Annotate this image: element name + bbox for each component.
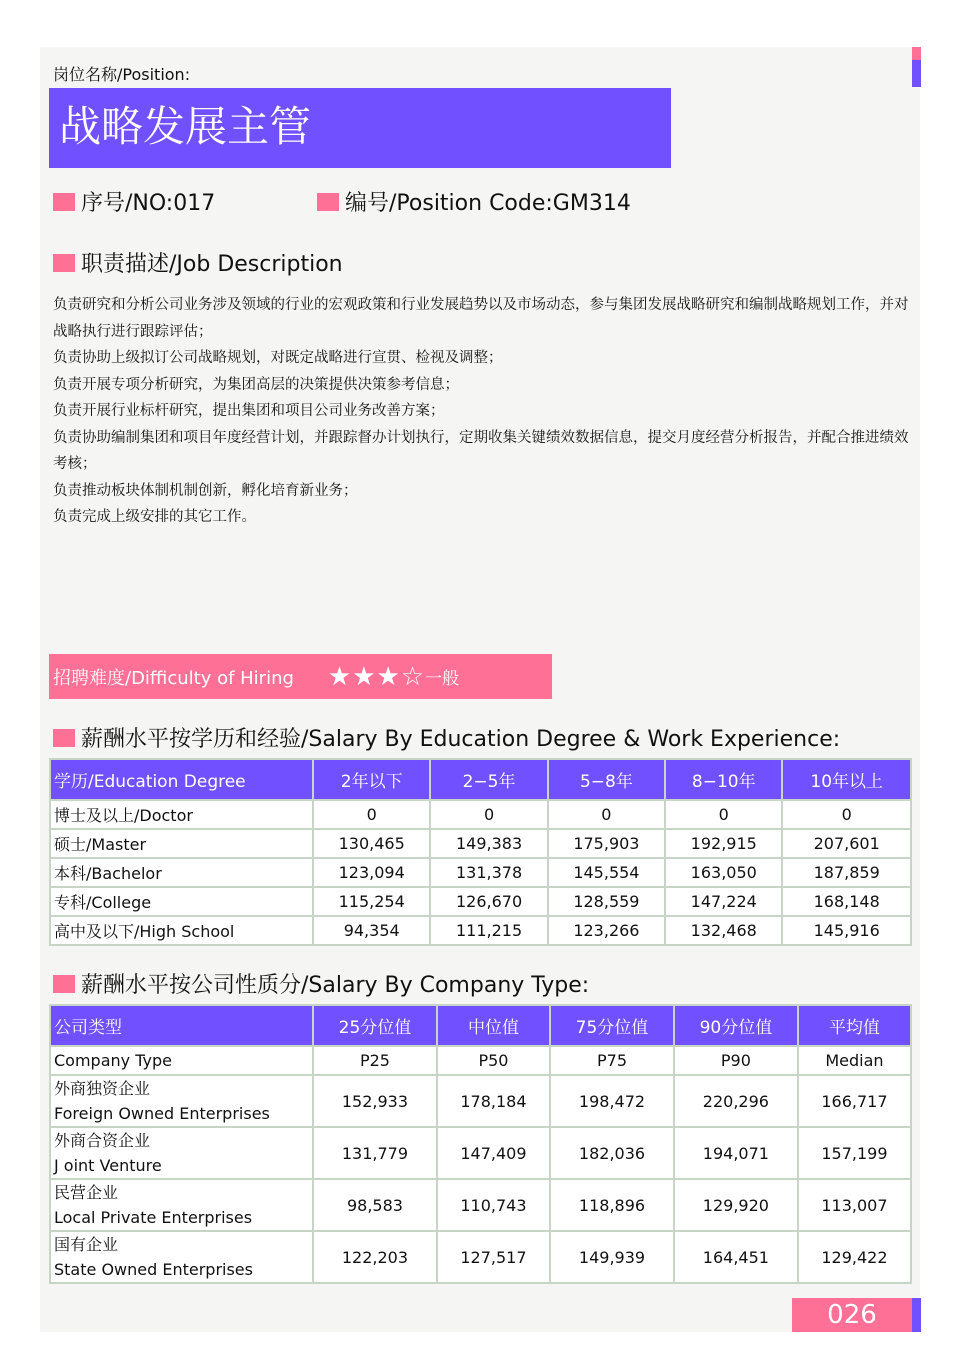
company-type-cn: 外商独资企业 [54,1079,151,1098]
company-type-en: Foreign Owned Enterprises [54,1104,270,1123]
company-type-cell [50,1231,313,1283]
company-type-cell [50,1179,313,1231]
table-subheader-row [50,1046,911,1075]
table-cell: 122,203 [313,1231,437,1283]
column-header: 平均值 [798,1005,911,1046]
company-heading [53,968,589,999]
table-cell: 131,779 [313,1127,437,1179]
table-cell: Company Type [50,1046,313,1075]
table-cell: 128,559 [548,887,665,916]
table-cell: 149,383 [430,829,547,858]
table-cell: 198,472 [550,1075,674,1127]
code-heading [317,186,631,217]
no-heading [53,186,215,217]
table-cell: 127,517 [437,1231,550,1283]
table-row [50,1127,911,1179]
table-cell: P50 [437,1046,550,1075]
table-cell: 博士及以上/Doctor [50,800,313,829]
table-cell: 220,296 [674,1075,798,1127]
edu-heading-text: 薪酬水平按学历和经验/Salary By Education Degree & Work Experience: [81,727,841,752]
table-cell: 94,354 [313,916,430,945]
table-cell: 130,465 [313,829,430,858]
hiring-label: 招聘难度/Difficulty of Hiring [53,667,294,689]
table-cell: 163,050 [665,858,782,887]
column-header: 75分位值 [550,1005,674,1046]
table-cell: 硕士/Master [50,829,313,858]
company-type-en: State Owned Enterprises [54,1260,253,1279]
code-text: 编号/Position Code:GM314 [345,191,631,216]
table-cell: 149,939 [550,1231,674,1283]
column-header: 中位值 [437,1005,550,1046]
table-cell: 147,409 [437,1127,550,1179]
no-text: 序号/NO:017 [81,191,216,216]
table-cell: 207,601 [782,829,911,858]
table-cell: 高中及以下/High School [50,916,313,945]
table-cell: 164,451 [674,1231,798,1283]
table-row [50,1179,911,1231]
column-header: 10年以上 [782,759,911,800]
column-header: 25分位值 [313,1005,437,1046]
table-cell: 129,422 [798,1231,911,1283]
table-cell: 0 [313,800,430,829]
table-cell: 110,743 [437,1179,550,1231]
education-salary-table [49,758,912,946]
table-cell: 166,717 [798,1075,911,1127]
job-heading-text: 职责描述/Job Description [81,252,343,277]
column-header: 5−8年 [548,759,665,800]
table-row [50,887,911,916]
table-cell: 187,859 [782,858,911,887]
table-header-row [50,1005,911,1046]
page-title: 战略发展主管 [49,88,671,168]
company-salary-table [49,1004,912,1284]
table-cell: 118,896 [550,1179,674,1231]
hiring-difficulty-bar [49,654,552,699]
job-description [53,292,913,531]
job-line: 负责完成上级安排的其它工作。 [53,509,256,525]
table-cell: 168,148 [782,887,911,916]
table-cell: 132,468 [665,916,782,945]
job-line: 负责推动板块体制机制创新，孵化培育新业务； [53,482,358,499]
table-row [50,916,911,945]
table-cell: 0 [782,800,911,829]
company-type-cn: 外商合资企业 [54,1131,151,1150]
section-marker [317,193,339,211]
column-header: 2年以下 [313,759,430,800]
job-line: 负责协助编制集团和项目年度经营计划，并跟踪督办计划执行，定期收集关键绩效数据信息，提交月度经营分析报告，并配合推进绩效考核； [53,429,909,472]
table-cell: 113,007 [798,1179,911,1231]
table-cell: P90 [674,1046,798,1075]
company-type-cn: 国有企业 [54,1235,119,1254]
table-cell: 152,933 [313,1075,437,1127]
star-rating-icon: ★★★☆ [327,661,426,692]
table-cell: P75 [550,1046,674,1075]
table-cell: 本科/Bachelor [50,858,313,887]
company-type-en: J oint Venture [54,1156,162,1175]
company-type-cell [50,1127,313,1179]
column-header: 2−5年 [430,759,547,800]
section-marker [53,975,75,993]
table-row [50,858,911,887]
company-type-en: Local Private Enterprises [54,1208,253,1227]
column-header: 8−10年 [665,759,782,800]
table-cell: 157,199 [798,1127,911,1179]
position-label: 岗位名称/Position: [53,65,191,84]
hiring-level: 一般 [425,669,460,689]
section-marker [53,729,75,747]
table-cell: 0 [665,800,782,829]
table-cell: 182,036 [550,1127,674,1179]
table-cell: 115,254 [313,887,430,916]
company-type-cell [50,1075,313,1127]
page-number-strip [912,1298,921,1332]
table-cell: 0 [430,800,547,829]
section-marker [53,193,75,211]
job-heading [53,247,343,278]
column-header: 学历/Education Degree [50,759,313,800]
table-cell: 111,215 [430,916,547,945]
job-line: 负责开展行业标杆研究，提出集团和项目公司业务改善方案； [53,403,445,419]
column-header: 90分位值 [674,1005,798,1046]
table-cell: 192,915 [665,829,782,858]
accent-strip-pink [912,47,921,60]
job-line: 负责开展专项分析研究，为集团高层的决策提供决策参考信息； [53,376,459,393]
company-type-cn: 民营企业 [54,1183,119,1202]
table-row [50,1231,911,1283]
table-cell: 98,583 [313,1179,437,1231]
table-row [50,829,911,858]
table-header-row [50,759,911,800]
table-cell: 123,094 [313,858,430,887]
accent-strip-purple [912,60,921,87]
table-cell: 145,916 [782,916,911,945]
job-line: 负责协助上级拟订公司战略规划，对既定战略进行宣贯、检视及调整； [53,350,503,366]
table-cell: 123,266 [548,916,665,945]
table-row [50,800,911,829]
table-cell: 178,184 [437,1075,550,1127]
table-cell: 131,378 [430,858,547,887]
table-cell: 175,903 [548,829,665,858]
company-heading-text: 薪酬水平按公司性质分/Salary By Company Type: [81,973,590,998]
edu-heading [53,722,840,753]
table-cell: 129,920 [674,1179,798,1231]
table-cell: 194,071 [674,1127,798,1179]
table-cell: P25 [313,1046,437,1075]
column-header: 公司类型 [50,1005,313,1046]
table-cell: 126,670 [430,887,547,916]
table-cell: 专科/College [50,887,313,916]
table-cell: Median [798,1046,911,1075]
table-row [50,1075,911,1127]
table-cell: 145,554 [548,858,665,887]
page-number: 026 [792,1298,912,1332]
job-line: 负责研究和分析公司业务涉及领域的行业的宏观政策和行业发展趋势以及市场动态，参与集团发展战略研究和编制战略规划工作，并对战略执行进行跟踪评估； [53,297,909,340]
table-cell: 0 [548,800,665,829]
section-marker [53,254,75,272]
table-cell: 147,224 [665,887,782,916]
